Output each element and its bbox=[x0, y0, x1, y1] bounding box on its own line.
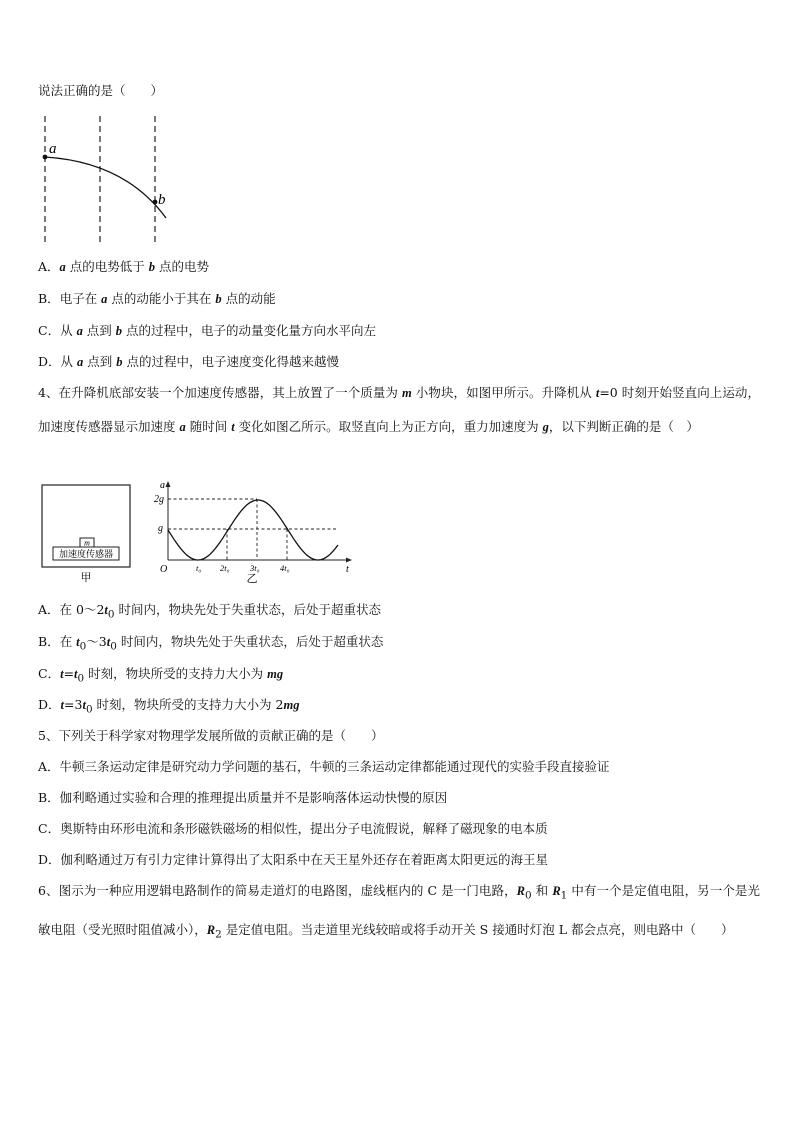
q3-option-b: B．电子在 a 点的动能小于其在 b 点的动能 bbox=[38, 291, 276, 306]
q6-stem: 6、图示为一种应用逻辑电路制作的简易走道灯的电路图，虚线框内的 C 是一门电路，$R_0$ 和 $R_1$ 中有一个是定值电阻，另一个是光敏电阻（受光照时阻值减小），$R_2$ 是定值电阻。当走道里光线较暗或将手动开关 S 接通时灯泡 L 都会点亮，则电路中（ ） bbox=[38, 883, 760, 940]
origin-label: O bbox=[160, 564, 168, 575]
acceleration-curve bbox=[168, 500, 338, 560]
point-b-dot bbox=[153, 200, 158, 205]
point-b-label: b bbox=[158, 192, 166, 208]
q3-option-c: C．从 a 点到 b 点的过程中，电子的动量变化量方向水平向左 bbox=[38, 323, 376, 338]
point-a-label: a bbox=[49, 141, 57, 157]
q4-option-b: B．在 $t_0\sim 3t_0$ 时间内，物块先处于失重状态，后处于超重状态 bbox=[38, 634, 384, 653]
y-axis-arrow bbox=[166, 481, 171, 487]
y-tick-2g: 2g bbox=[154, 494, 164, 505]
q5-option-d: D．伽利略通过万有引力定律计算得出了太阳系中在天王星外还存在着距离太阳更远的海王星 bbox=[38, 852, 549, 867]
x-axis-label: t bbox=[346, 564, 349, 575]
x-tick-t0: t₀ bbox=[196, 563, 202, 573]
block-m-label: m bbox=[84, 538, 90, 548]
sensor-label: 加速度传感器 bbox=[58, 550, 114, 560]
q5-option-a: A．牛顿三条运动定律是研究动力学问题的基石，牛顿的三条运动定律都能通过现代的实验手段直接验证 bbox=[38, 759, 610, 774]
q4-stem: 4、在升降机底部安装一个加速度传感器，其上放置了一个质量为 m 小物块，如图甲所示。升降机从 t=0 时刻开始竖直向上运动，加速度传感器显示加速度 a 随时间 t 变化如图乙所示。取竖直向上为正方向，重力加速度为 g，以下判断正确的是（ ） bbox=[38, 385, 760, 434]
q3-field-figure bbox=[30, 112, 180, 248]
x-axis-arrow bbox=[346, 558, 352, 563]
x-tick-3t0: 3t₀ bbox=[250, 563, 260, 573]
point-a-dot bbox=[43, 155, 48, 160]
q5-option-c: C．奥斯特由环形电流和条形磁铁磁场的相似性，提出分子电流假说，解释了磁现象的电本质 bbox=[38, 821, 548, 836]
q4-option-d: D．$t=3t_0$ 时刻，物块所受的支持力大小为 2mg bbox=[38, 697, 300, 716]
q3-option-a: A．a 点的电势低于 b 点的电势 bbox=[38, 259, 209, 274]
q3-stem-tail: 说法正确的是（ ） bbox=[38, 83, 164, 98]
fig-jia-caption: 甲 bbox=[80, 571, 92, 584]
y-axis-label: a bbox=[160, 480, 165, 491]
q3-option-d: D．从 a 点到 b 点的过程中，电子速度变化得越来越慢 bbox=[38, 354, 339, 369]
x-tick-2t0: 2t₀ bbox=[220, 563, 230, 573]
trajectory-curve bbox=[45, 157, 166, 218]
q4-option-a: A．在 $0\sim 2t_0$ 时间内，物块先处于失重状态，后处于超重状态 bbox=[38, 602, 382, 621]
fig-yi-caption: 乙 bbox=[246, 572, 258, 585]
q4-figure-jia bbox=[40, 482, 134, 586]
q5-option-b: B．伽利略通过实验和合理的推理提出质量并不是影响落体运动快慢的原因 bbox=[38, 790, 448, 805]
q5-stem: 5、下列关于科学家对物理学发展所做的贡献正确的是（ ） bbox=[38, 728, 384, 743]
y-tick-g: g bbox=[158, 523, 163, 534]
q4-option-c: C．$t=t_0$ 时刻，物块所受的支持力大小为 mg bbox=[38, 666, 284, 685]
x-tick-4t0: 4t₀ bbox=[280, 563, 290, 573]
q4-figure-yi bbox=[152, 478, 357, 586]
